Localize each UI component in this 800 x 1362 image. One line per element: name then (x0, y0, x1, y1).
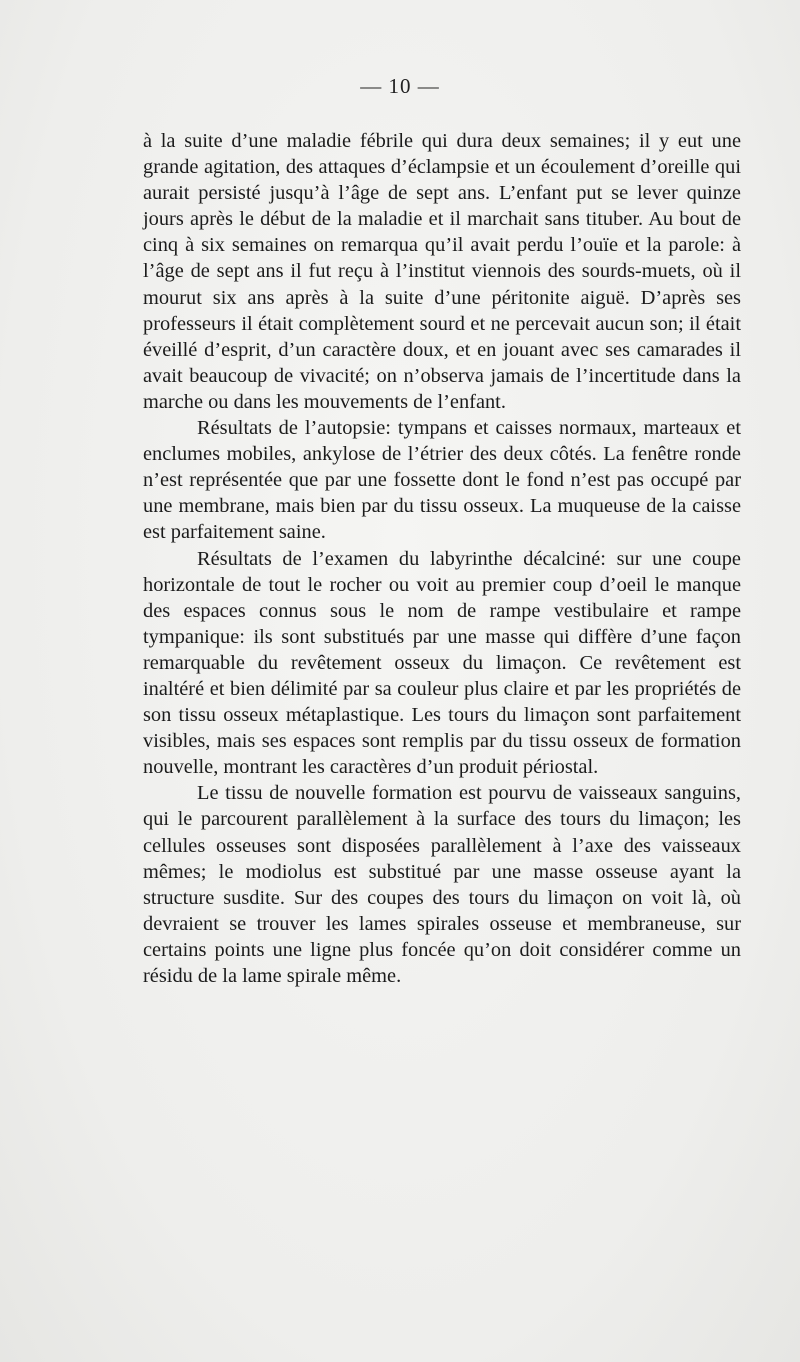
paragraph-new-tissue: Le tissu de nouvelle formation est pourvu de vaisseaux sanguins, qui le parcourent parallèlement à la surface des tours du limaçon; les cellules osseuses sont disposées parallèlement à l’axe des vaisseaux mêmes; le modiolus est substitué par une masse osseuse ayant la structure susdite. Sur des coupes des tours du limaçon on voit là, où devraient se trouver les lames spirales osseuse et membraneuse, sur certains points une ligne plus foncée qu’on doit considérer comme un résidu de la lame spirale même. (143, 782, 741, 987)
paragraph-autopsy-results: Résultats de l’autopsie: tympans et caisses normaux, marteaux et enclumes mobiles, ankylose de l’étrier des deux côtés. La fenêtre ronde n’est représentée que par une fossette dont le fond n’est pas occupé par une membrane, mais bien par du tissu osseux. La muqueuse de la caisse est parfaitement saine. (143, 417, 741, 544)
paragraph-case-history: à la suite d’une maladie fébrile qui dura deux semaines; il y eut une grande agitation, des attaques d’éclampsie et un écoulement d’oreille qui aurait persisté jusqu’à l’âge de sept ans. L’enfant put se lever quinze jours après le début de la maladie et il marchait sans tituber. Au bout de cinq à six semaines on remarqua qu’il avait perdu l’ouïe et la parole: à l’âge de sept ans il fut reçu à l’institut viennois des sourds-muets, où il mourut six ans après à la suite d’une péritonite aiguë. D’après ses professeurs il était complètement sourd et ne percevait aucun son; il était éveillé d’esprit, d’un caractère doux, et en jouant avec ses camarades il avait beaucoup de vivacité; on n’observa jamais de l’incertitude dans la marche ou dans les mouvements de l’enfant. (143, 130, 741, 413)
body-text (143, 128, 741, 989)
paragraph-labyrinth-examination: Résultats de l’examen du labyrinthe décalciné: sur une coupe horizontale de tout le rocher ou voit au premier coup d’oeil le manque des espaces connus sous le nom de rampe vestibulaire et rampe tympanique: ils sont substitués par une masse qui diffère d’une façon remarquable du revêtement osseux du limaçon. Ce revêtement est inaltéré et bien délimité par sa couleur plus claire et par les propriétés de son tissu osseux métaplastique. Les tours du limaçon sont parfaitement visibles, mais ses espaces sont remplis par du tissu osseux de formation nouvelle, montrant les caractères d’un produit périostal. (143, 547, 741, 779)
page-number: — 10 — (360, 74, 440, 98)
